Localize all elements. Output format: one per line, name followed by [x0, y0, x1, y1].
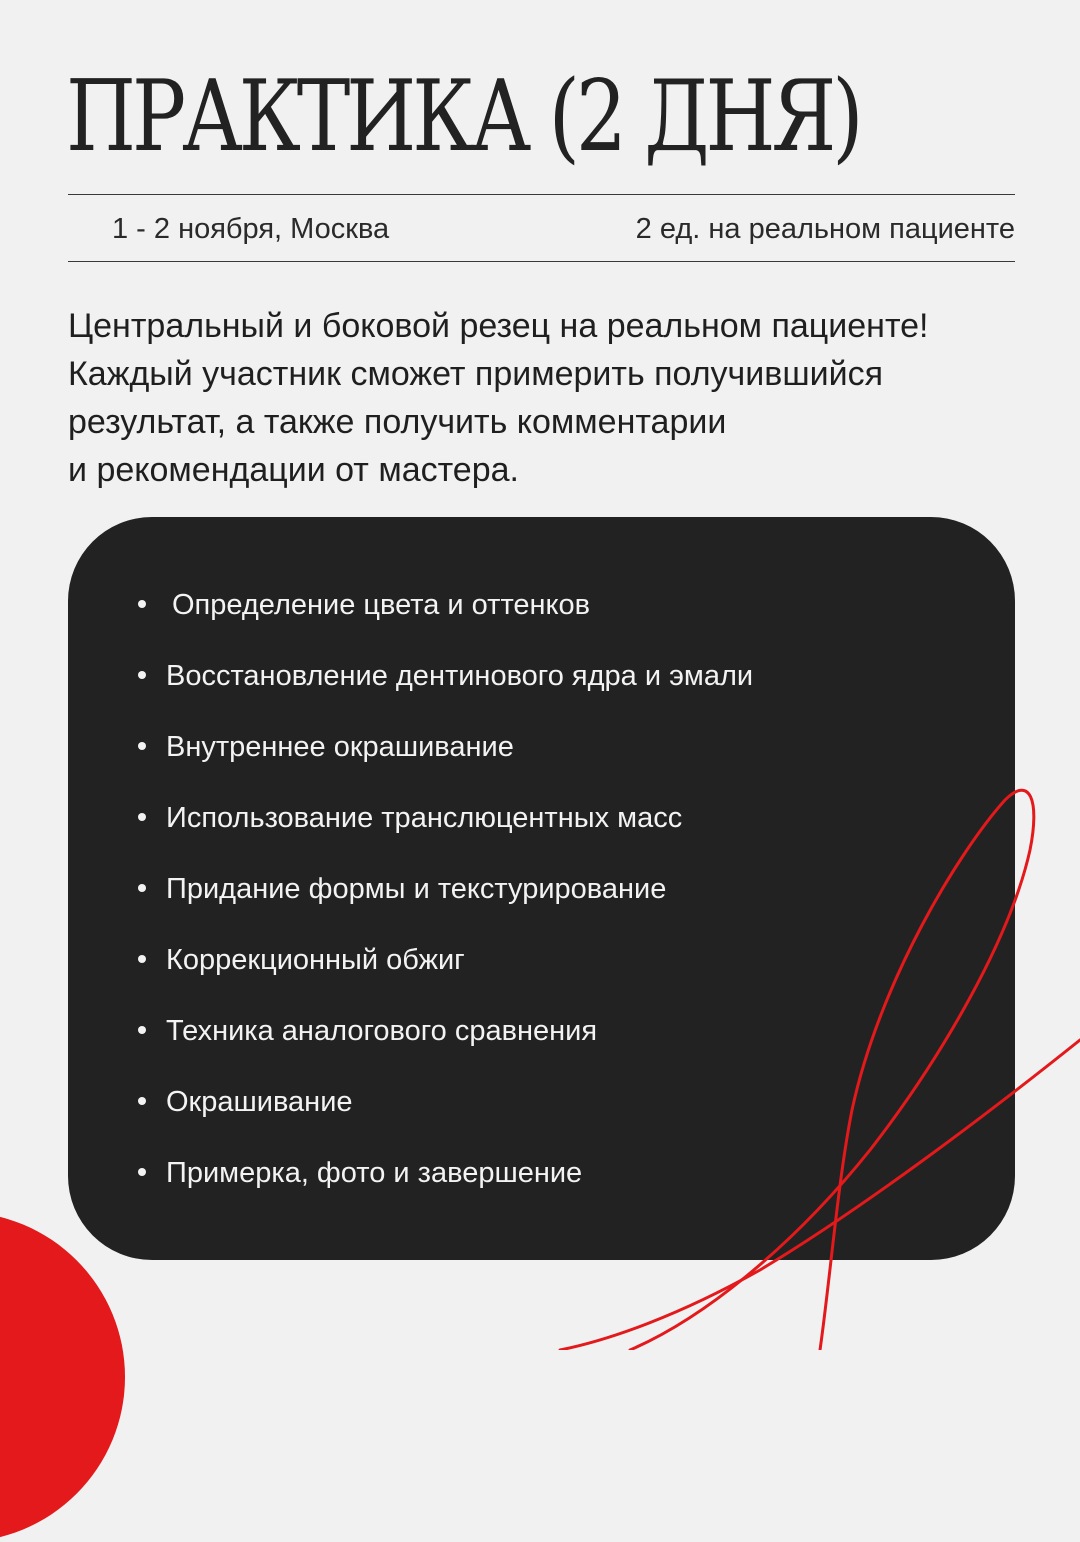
bullet-icon: [138, 1026, 146, 1034]
topic-label: Использование транслюцентных масс: [166, 802, 683, 834]
topic-item: [138, 1082, 753, 1153]
date-location: 1 - 2 ноября, Москва: [112, 213, 390, 245]
topics-list: [138, 585, 753, 1224]
topic-label: Внутреннее окрашивание: [166, 731, 514, 763]
bullet-icon: [138, 671, 146, 679]
description-line: Каждый участник сможет примерить получившийся: [68, 355, 883, 393]
topic-item: [138, 940, 753, 1011]
topic-item: [138, 656, 753, 727]
bullet-icon: [138, 600, 146, 608]
bullet-icon: [138, 1097, 146, 1105]
topic-item: [138, 727, 753, 798]
page-title: ПРАКТИКА (2 ДНЯ): [66, 60, 860, 174]
description-line: результат, а также получить комментарии: [68, 403, 727, 441]
topic-label: Определение цвета и оттенков: [172, 589, 591, 621]
topics-card: [68, 517, 1015, 1260]
topic-item: [138, 869, 753, 940]
bullet-icon: [138, 955, 146, 963]
topic-label: Восстановление дентинового ядра и эмали: [166, 660, 754, 692]
topic-item: [138, 1153, 753, 1224]
decorative-red-circle: [0, 1212, 125, 1542]
description: [68, 302, 1028, 494]
bottom-divider: [68, 261, 1015, 262]
topic-label: Придание формы и текстурирование: [166, 873, 667, 905]
top-divider: [68, 194, 1015, 195]
description-line: и рекомендации от мастера.: [68, 451, 519, 489]
units-info: 2 ед. на реальном пациенте: [635, 213, 1015, 245]
topic-label: Техника аналогового сравнения: [166, 1015, 598, 1047]
topic-item: [138, 798, 753, 869]
description-line: Центральный и боковой резец на реальном пациенте!: [68, 307, 929, 345]
topic-item: [138, 585, 753, 656]
topic-label: Окрашивание: [166, 1086, 353, 1118]
topic-label: Примерка, фото и завершение: [166, 1157, 583, 1189]
bullet-icon: [138, 742, 146, 750]
topic-item: [138, 1011, 753, 1082]
topic-label: Коррекционный обжиг: [166, 944, 465, 976]
bullet-icon: [138, 813, 146, 821]
bullet-icon: [138, 884, 146, 892]
bullet-icon: [138, 1168, 146, 1176]
